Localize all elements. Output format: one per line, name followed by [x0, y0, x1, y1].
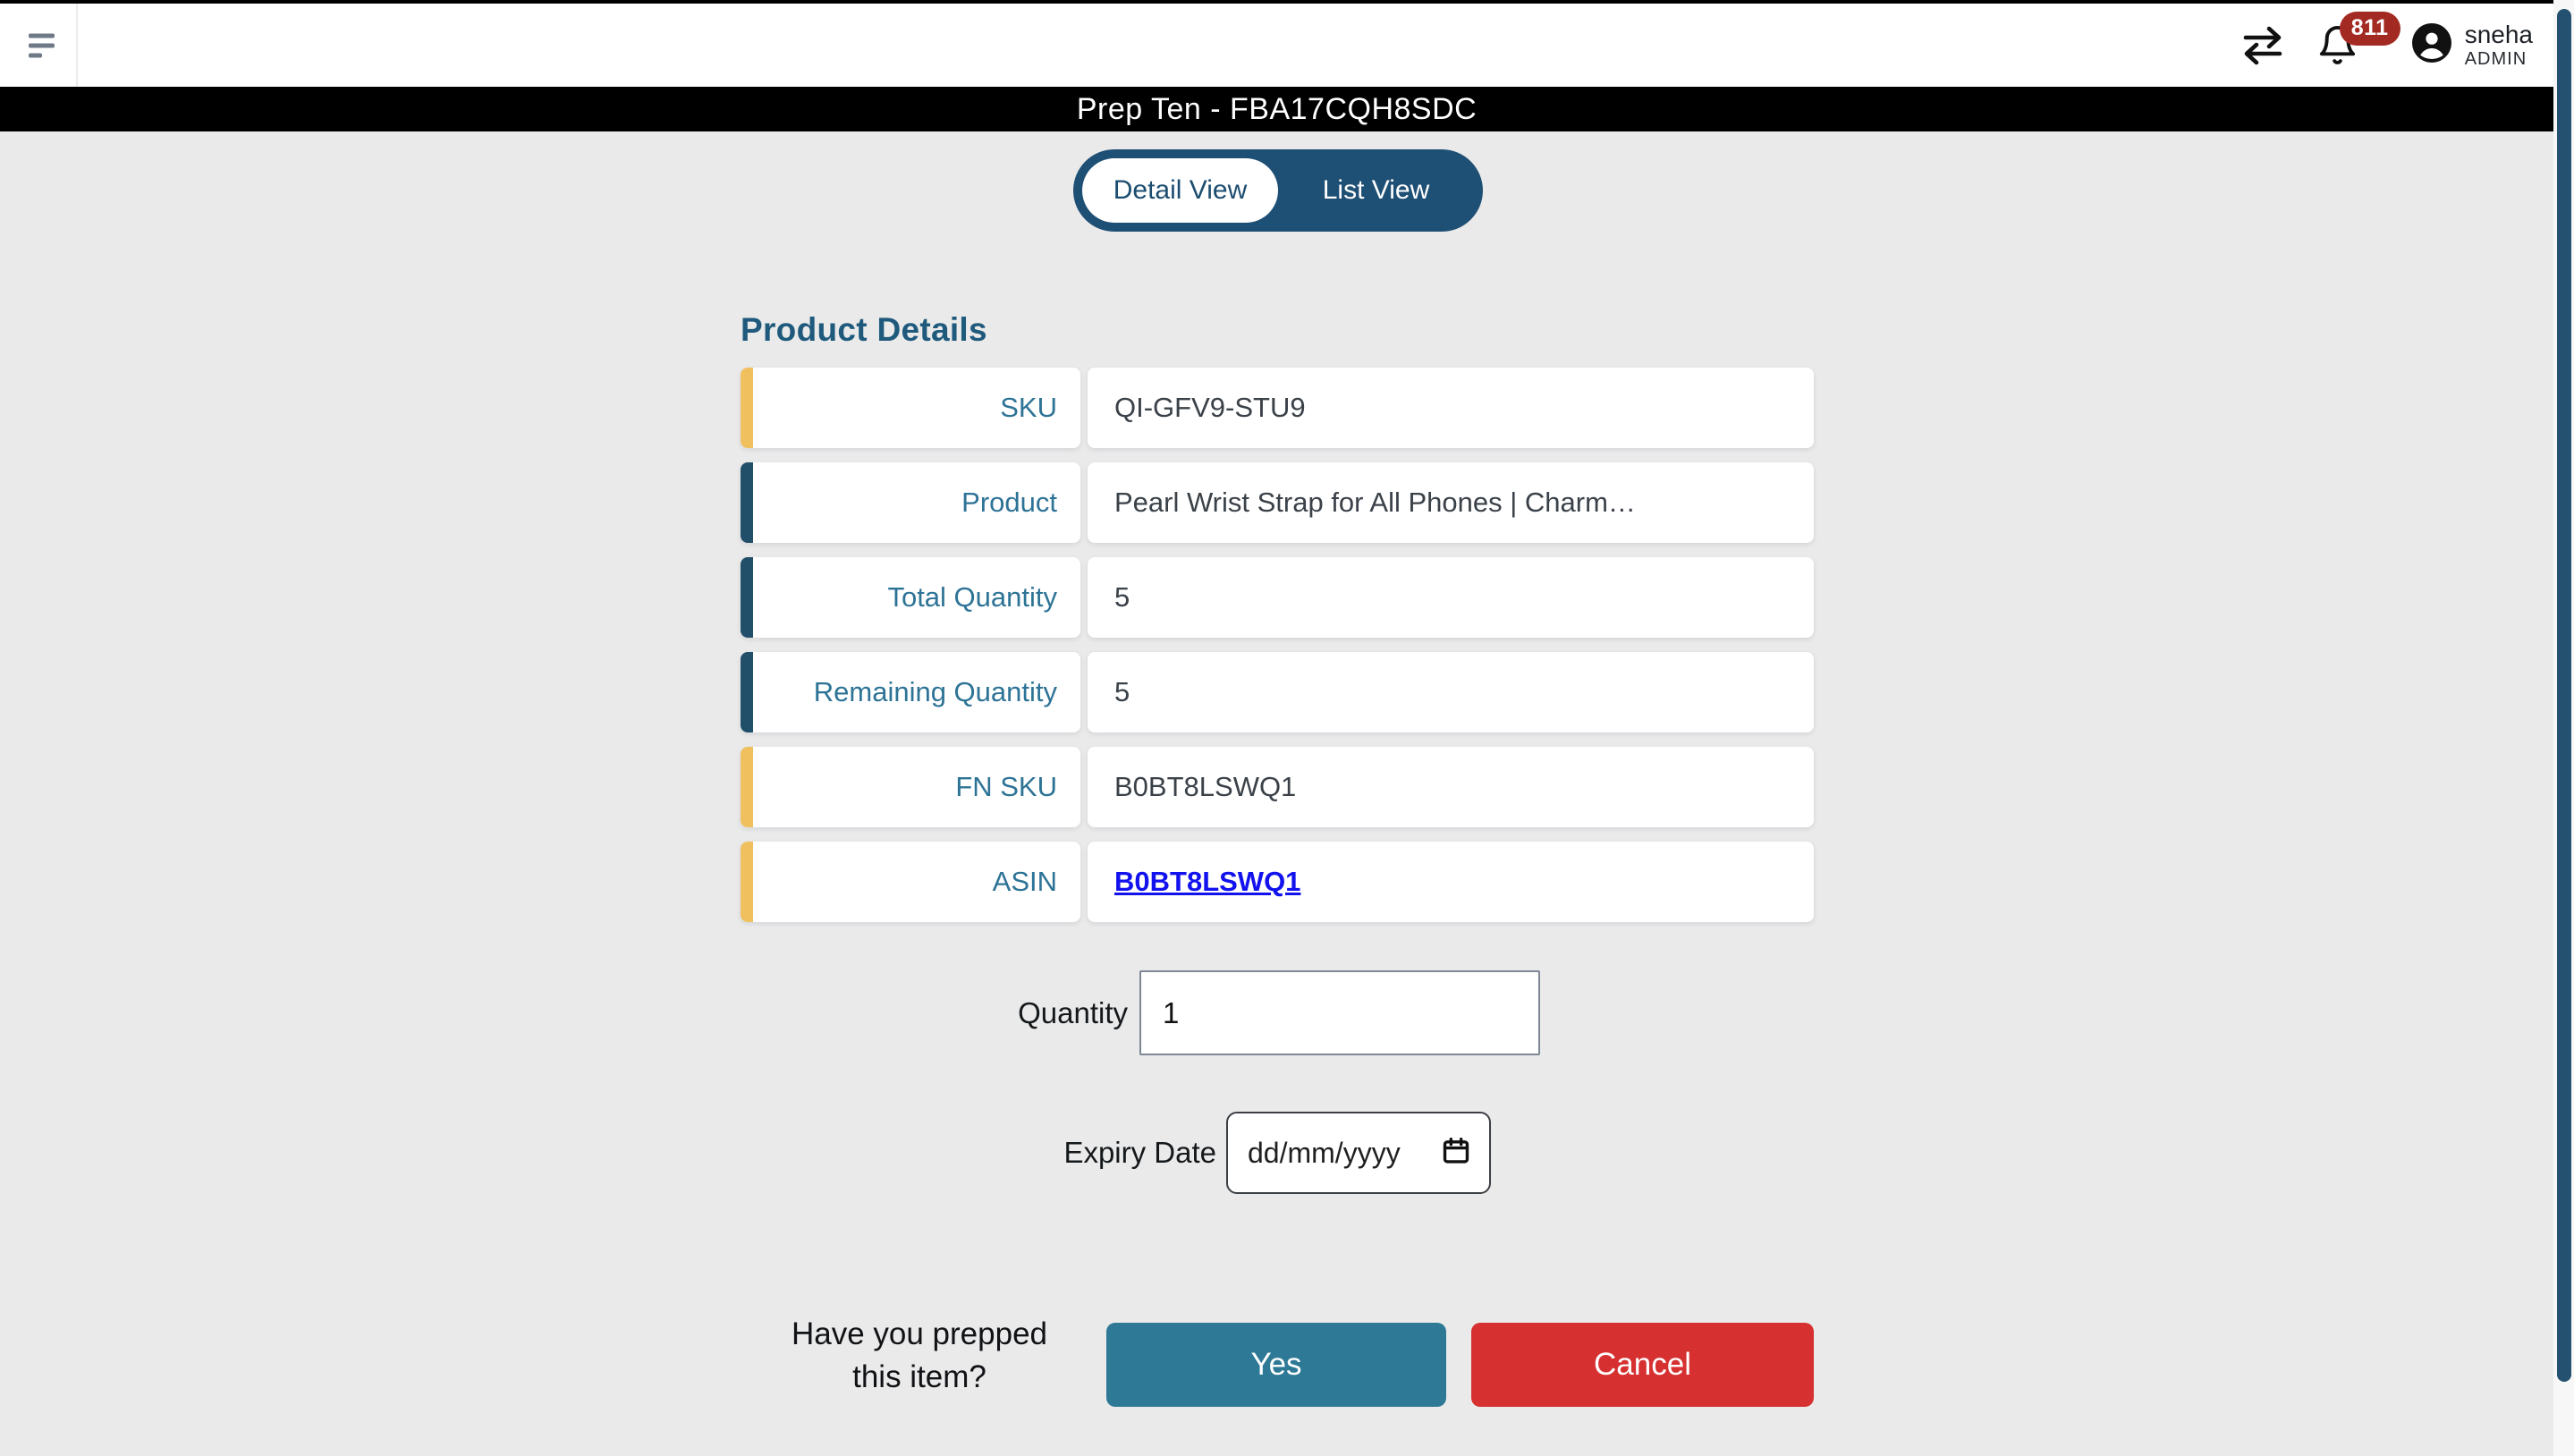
user-info	[2465, 21, 2533, 70]
table-row-remaining-quantity	[741, 652, 1814, 732]
row-label-card	[741, 368, 1080, 448]
row-label: SKU	[1000, 392, 1057, 423]
app-header	[0, 4, 2574, 87]
user-name: sneha	[2464, 20, 2533, 48]
table-row-sku	[741, 368, 1814, 448]
row-label-card	[741, 652, 1080, 732]
yes-button[interactable]: Yes	[1106, 1323, 1446, 1407]
row-label-card	[741, 557, 1080, 638]
row-label: FN SKU	[955, 771, 1057, 802]
expiry-date-label: Expiry Date	[1063, 1136, 1216, 1169]
row-label: ASIN	[992, 866, 1057, 897]
notification-bell-icon[interactable]	[2316, 15, 2389, 66]
row-label-card	[741, 842, 1080, 922]
user-menu[interactable]	[2410, 21, 2533, 70]
cancel-button[interactable]: Cancel	[1471, 1323, 1814, 1407]
row-label-card	[741, 747, 1080, 827]
user-role: ADMIN	[2464, 49, 2527, 70]
table-row-fnsku	[741, 747, 1814, 827]
page-title: Prep Ten - FBA17CQH8SDC	[1076, 91, 1478, 126]
row-value: 5	[1114, 676, 1130, 707]
row-value: B0BT8LSWQ1	[1114, 771, 1297, 802]
table-row-asin	[741, 842, 1814, 922]
row-value: Pearl Wrist Strap for All Phones | Charm…	[1114, 487, 1636, 518]
row-stripe	[741, 652, 753, 732]
row-value-card	[1088, 652, 1814, 732]
asin-link[interactable]: B0BT8LSWQ1	[1114, 866, 1301, 897]
row-value-card	[1088, 462, 1814, 543]
row-stripe	[741, 747, 753, 827]
swap-arrows-icon[interactable]	[2241, 26, 2284, 65]
quantity-input[interactable]	[1139, 970, 1540, 1055]
row-label: Remaining Quantity	[813, 676, 1057, 707]
tab-detail-view[interactable]: Detail View	[1082, 158, 1278, 223]
hamburger-line	[29, 43, 55, 47]
notification-count-badge: 811	[2340, 12, 2400, 46]
scrollbar-thumb[interactable]	[2557, 9, 2571, 1382]
product-details-table	[741, 368, 1814, 922]
table-row-product	[741, 462, 1814, 543]
date-placeholder: dd/mm/yyyy	[1248, 1136, 1401, 1169]
page-title-bar	[0, 87, 2553, 131]
view-toggle	[1073, 149, 1483, 232]
row-stripe	[741, 368, 753, 448]
table-row-total-quantity	[741, 557, 1814, 638]
quantity-label: Quantity	[1018, 996, 1128, 1029]
row-value-card	[1088, 557, 1814, 638]
header-actions	[2241, 4, 2533, 87]
tab-list-view[interactable]: List View	[1322, 175, 1430, 205]
row-label-card	[741, 462, 1080, 543]
row-stripe	[741, 557, 753, 638]
row-label: Product	[961, 487, 1057, 518]
scrollbar-track	[2553, 0, 2574, 1456]
hamburger-menu-icon[interactable]	[23, 28, 60, 63]
header-divider	[76, 4, 78, 87]
row-value: QI-GFV9-STU9	[1114, 392, 1306, 423]
row-value: 5	[1114, 581, 1130, 613]
row-stripe	[741, 462, 753, 543]
row-value-card	[1088, 747, 1814, 827]
expiry-date-input[interactable]	[1226, 1112, 1491, 1194]
row-stripe	[741, 842, 753, 922]
hamburger-line	[29, 33, 55, 38]
row-label: Total Quantity	[887, 581, 1057, 613]
product-details-heading: Product Details	[741, 311, 987, 348]
calendar-icon[interactable]	[1441, 1136, 1471, 1171]
prepped-question: Have you prepped this item?	[791, 1316, 1048, 1395]
row-value-card	[1088, 368, 1814, 448]
row-value-card	[1088, 842, 1814, 922]
hamburger-line	[29, 53, 42, 57]
user-avatar-icon	[2410, 21, 2453, 69]
